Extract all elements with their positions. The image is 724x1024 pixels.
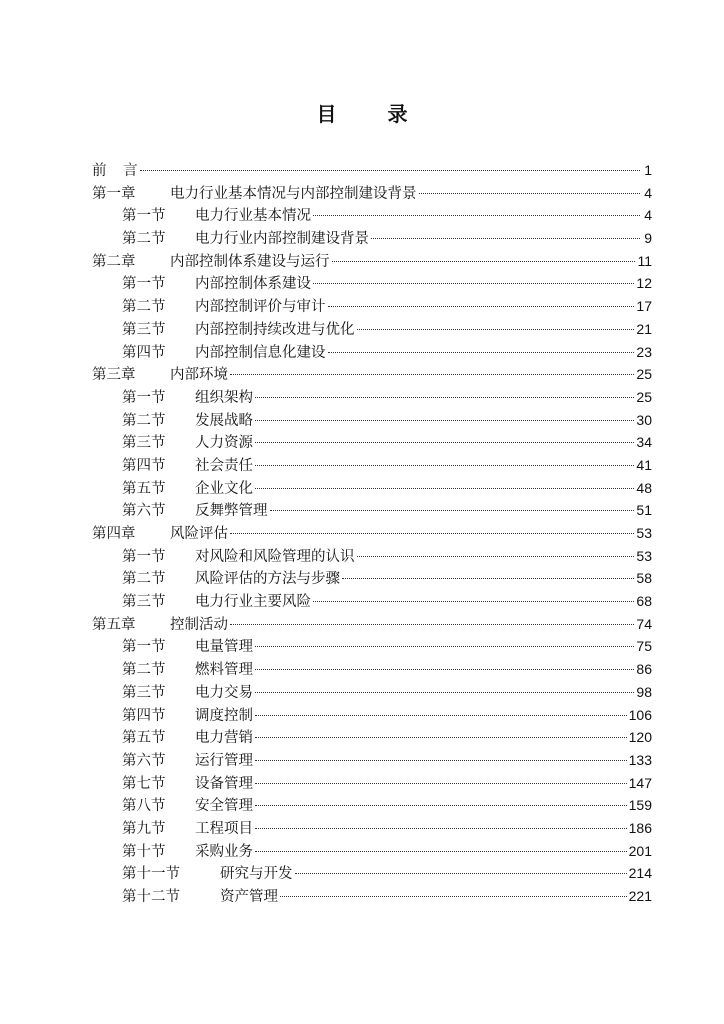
toc-entry-title: 发展战略: [195, 412, 253, 429]
toc-entry[interactable]: [92, 454, 652, 477]
toc-entry-number: 前 言: [92, 163, 144, 179]
toc-entry-page: 51: [636, 502, 652, 519]
toc-entry-page: 34: [636, 434, 652, 451]
dot-leader: [270, 510, 635, 511]
toc-entry-number: 第六节: [122, 752, 166, 769]
toc-entry[interactable]: [92, 817, 652, 840]
toc-entry-number: 第一节: [122, 639, 166, 656]
toc-entry-number: 第十节: [122, 843, 166, 860]
toc-entry-page: 30: [636, 411, 652, 428]
dot-leader: [255, 692, 634, 693]
toc-entry-title: 企业文化: [195, 480, 253, 497]
toc-entry-number: 第四章: [92, 526, 136, 542]
toc-entry-number: 第二节: [122, 231, 166, 248]
dot-leader: [255, 488, 634, 489]
toc-entry-number: 第二节: [122, 412, 166, 429]
toc-entry-title: 调度控制: [195, 707, 253, 724]
toc-entry-title: 风险评估的方法与步骤: [195, 571, 340, 588]
toc-entry-page: 186: [628, 819, 652, 836]
toc-entry-title: 工程项目: [195, 820, 253, 837]
toc-entry[interactable]: [92, 250, 652, 273]
toc-entry-number: 第一章: [92, 185, 136, 202]
toc-entry-title: 安全管理: [195, 798, 253, 815]
toc-entry-page: 17: [636, 298, 652, 315]
toc-heading: 目 录: [316, 102, 430, 126]
dot-leader: [332, 261, 636, 262]
toc-entry-title: 组织架构: [195, 389, 253, 406]
toc-entry-title: 电力营销: [195, 730, 253, 747]
toc-entry-number: 第一节: [122, 389, 166, 406]
toc-entry-page: 25: [636, 388, 652, 405]
toc-entry-title: 燃料管理: [195, 662, 253, 679]
dot-leader: [255, 715, 627, 716]
toc-entry[interactable]: [92, 182, 652, 205]
toc-entry-page: 98: [636, 683, 652, 700]
dot-leader: [328, 352, 635, 353]
toc-entry[interactable]: [92, 545, 652, 568]
toc-entry[interactable]: [92, 431, 652, 454]
toc-entry-number: 第一节: [122, 208, 166, 225]
toc-entry[interactable]: [92, 613, 652, 636]
table-of-contents: [92, 159, 652, 908]
toc-entry-title: 风险评估: [170, 526, 228, 542]
toc-entry-number: 第九节: [122, 820, 166, 837]
toc-entry-title: 电力行业内部控制建设背景: [195, 231, 369, 248]
toc-entry-title: 控制活动: [170, 616, 228, 633]
dot-leader: [313, 215, 640, 216]
toc-entry[interactable]: [92, 590, 652, 613]
toc-entry-title: 电量管理: [195, 639, 253, 656]
dot-leader: [255, 805, 627, 806]
dot-leader: [255, 760, 627, 761]
dot-leader: [357, 556, 635, 557]
toc-entry-title: 采购业务: [195, 843, 253, 860]
toc-entry-title: 运行管理: [195, 752, 253, 769]
dot-leader: [295, 873, 627, 874]
toc-entry-number: 第六节: [122, 503, 166, 520]
dot-leader: [313, 283, 634, 284]
dot-leader: [255, 669, 634, 670]
toc-entry-title: 电力行业主要风险: [195, 594, 311, 611]
toc-entry-title: 电力交易: [195, 684, 253, 701]
toc-entry[interactable]: [92, 477, 652, 500]
dot-leader: [255, 851, 627, 852]
toc-entry-page: 201: [628, 842, 652, 859]
toc-entry-title: 内部环境: [170, 367, 228, 384]
dot-leader: [255, 828, 627, 829]
toc-entry-number: 第三节: [122, 321, 166, 338]
toc-entry-page: 12: [636, 275, 652, 292]
toc-entry-page: 53: [636, 547, 652, 564]
toc-entry-page: 68: [636, 593, 652, 610]
dot-leader: [357, 329, 635, 330]
toc-entry-number: 第四节: [122, 457, 166, 474]
toc-entry-number: 第七节: [122, 775, 166, 792]
toc-entry-page: 1: [644, 162, 652, 178]
toc-entry-number: 第八节: [122, 798, 166, 815]
toc-entry-page: 25: [636, 366, 652, 383]
toc-entry[interactable]: [92, 227, 652, 250]
toc-entry-page: 221: [628, 888, 652, 904]
toc-entry-title: 内部控制信息化建设: [195, 344, 326, 361]
toc-entry-title: 设备管理: [195, 775, 253, 792]
toc-entry[interactable]: [92, 318, 652, 341]
toc-entry[interactable]: [92, 885, 652, 908]
toc-entry-title: 电力行业基本情况与内部控制建设背景: [170, 185, 417, 202]
toc-entry-page: 41: [636, 456, 652, 473]
toc-entry-number: 第二节: [122, 662, 166, 679]
dot-leader: [280, 896, 627, 897]
toc-entry-number: 第三章: [92, 367, 136, 384]
toc-entry-number: 第一节: [122, 548, 166, 565]
toc-entry[interactable]: [92, 772, 652, 795]
toc-entry-number: 第四节: [122, 707, 166, 724]
toc-entry[interactable]: [92, 272, 652, 295]
toc-entry-page: 74: [636, 615, 652, 632]
toc-entry[interactable]: [92, 635, 652, 658]
toc-entry-number: 第十二节: [122, 889, 180, 905]
toc-entry-number: 第二节: [122, 299, 166, 316]
toc-entry[interactable]: [92, 341, 652, 364]
toc-entry-title: 研究与开发: [220, 866, 293, 883]
toc-entry-page: 53: [636, 525, 652, 541]
toc-entry-page: 9: [644, 230, 652, 247]
dot-leader: [313, 601, 634, 602]
toc-entry-title: 反舞弊管理: [195, 503, 268, 520]
dot-leader: [255, 397, 634, 398]
toc-entry-number: 第五节: [122, 730, 166, 747]
toc-entry[interactable]: [92, 681, 652, 704]
toc-entry-page: 106: [628, 706, 652, 723]
toc-entry-number: 第一节: [122, 276, 166, 293]
toc-entry[interactable]: [92, 658, 652, 681]
toc-entry-title: 内部控制持续改进与优化: [195, 321, 355, 338]
toc-entry[interactable]: [92, 386, 652, 409]
toc-entry-number: 第三节: [122, 594, 166, 611]
toc-entry-number: 第三节: [122, 684, 166, 701]
toc-entry-title: 内部控制评价与审计: [195, 299, 326, 316]
toc-entry-title: 对风险和风险管理的认识: [195, 548, 355, 565]
dot-leader: [255, 737, 627, 738]
toc-entry-title: 电力行业基本情况: [195, 208, 311, 225]
dot-leader: [255, 420, 634, 421]
toc-entry[interactable]: [92, 522, 652, 545]
toc-entry[interactable]: [92, 749, 652, 772]
dot-leader: [255, 442, 634, 443]
toc-entry[interactable]: [92, 704, 652, 727]
dot-leader: [342, 578, 634, 579]
toc-entry[interactable]: [92, 499, 652, 522]
toc-entry-number: 第三节: [122, 435, 166, 452]
dot-leader: [255, 646, 634, 647]
toc-entry-number: 第十一节: [122, 866, 180, 883]
dot-leader: [419, 193, 641, 194]
toc-entry-page: 86: [636, 661, 652, 678]
toc-entry-page: 133: [628, 751, 652, 768]
toc-entry-page: 214: [628, 865, 652, 882]
toc-entry-number: 第二章: [92, 253, 136, 270]
toc-entry-number: 第五节: [122, 480, 166, 497]
dot-leader: [371, 238, 640, 239]
toc-entry-title: 社会责任: [195, 457, 253, 474]
toc-entry-page: 23: [636, 343, 652, 360]
toc-entry[interactable]: [92, 295, 652, 318]
toc-entry-page: 147: [628, 774, 652, 791]
toc-entry-number: 第五章: [92, 616, 136, 633]
toc-entry[interactable]: [92, 726, 652, 749]
toc-entry[interactable]: [92, 840, 652, 863]
toc-entry-page: 159: [628, 797, 652, 814]
toc-entry[interactable]: [92, 409, 652, 432]
toc-entry-title: 资产管理: [220, 889, 278, 905]
toc-entry-title: 内部控制体系建设: [195, 276, 311, 293]
toc-entry-page: 120: [628, 729, 652, 746]
toc-entry-page: 75: [636, 638, 652, 655]
dot-leader: [230, 374, 634, 375]
toc-entry-page: 4: [644, 184, 652, 201]
toc-entry-title: 内部控制体系建设与运行: [170, 253, 330, 270]
toc-entry[interactable]: [92, 567, 652, 590]
dot-leader: [328, 306, 635, 307]
toc-entry-number: 第四节: [122, 344, 166, 361]
toc-entry-page: 4: [644, 207, 652, 224]
dot-leader: [255, 465, 634, 466]
toc-entry-page: 11: [637, 252, 652, 269]
dot-leader: [230, 533, 634, 534]
toc-entry[interactable]: [92, 363, 652, 386]
dot-leader: [140, 170, 640, 171]
dot-leader: [255, 783, 627, 784]
dot-leader: [230, 624, 634, 625]
toc-entry-page: 21: [636, 320, 652, 337]
toc-entry[interactable]: [92, 204, 652, 227]
toc-entry-page: 58: [636, 570, 652, 587]
toc-entry-title: 人力资源: [195, 435, 253, 452]
toc-entry[interactable]: [92, 159, 652, 182]
toc-entry-page: 48: [636, 479, 652, 496]
toc-entry[interactable]: [92, 862, 652, 885]
toc-entry[interactable]: [92, 794, 652, 817]
toc-entry-number: 第二节: [122, 571, 166, 588]
